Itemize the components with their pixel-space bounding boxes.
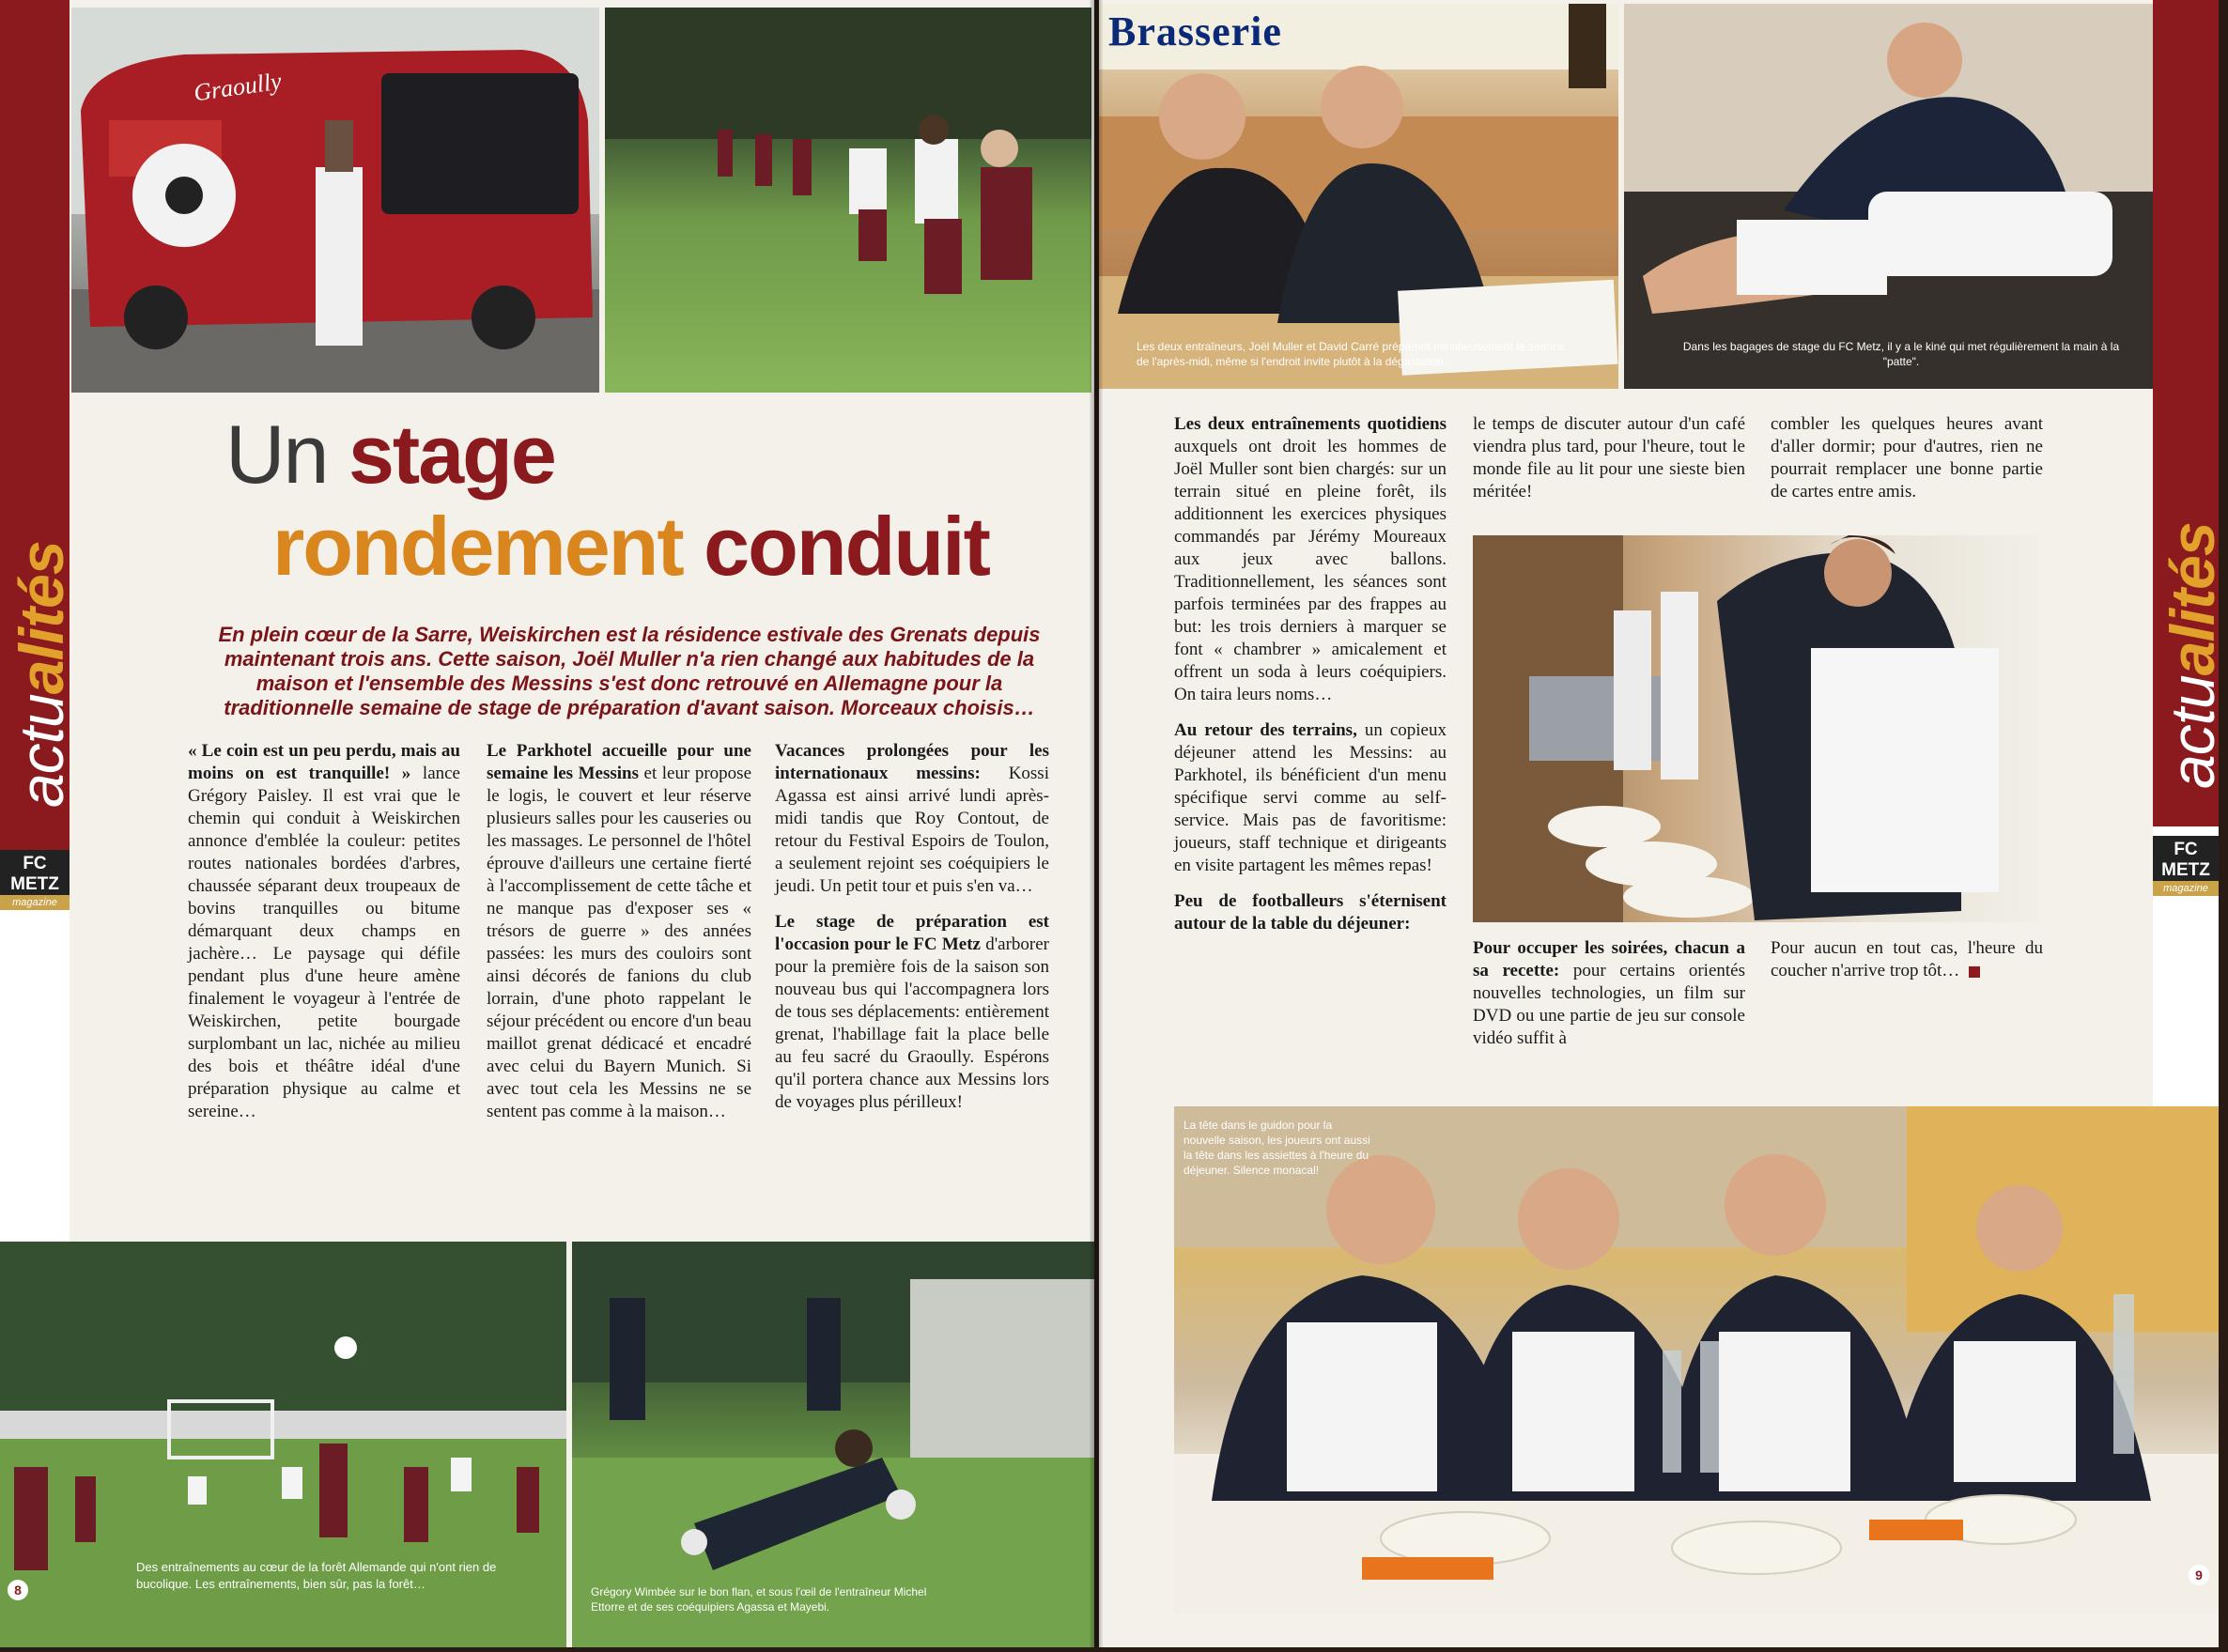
column-1 bbox=[188, 740, 460, 1136]
paragraph-bold: Pour occuper les soirées, chacun a sa recette: bbox=[1473, 938, 1745, 980]
brand-sub: magazine bbox=[2153, 881, 2219, 896]
brand-sub: magazine bbox=[0, 895, 70, 910]
caption-coaches: Les deux entraîneurs, Joël Muller et David Carré préparent minutieusement la séance de l'après-midi, même si l'endroit invite plutôt à la dégustation… bbox=[1137, 340, 1565, 368]
paragraph-dejeuner bbox=[1174, 890, 1447, 935]
brasserie-sign: Brasserie bbox=[1108, 8, 1282, 54]
paragraph-text: lance Grégory Paisley. Il est vrai que le chemin qui conduit à Weiskirchen annonce d'emblée la couleur: petites routes nationales bordées d'arbres, chaussée séparant deux troupeaux de bovins tranquilles ou bitume démarquant deux champs en jachère… Le paysage qui défile pendant plus d'une heure amène finalement le voyageur à l'entrée de Weiskirchen, petite bourgade surplombant un lac, nichée au milieu des bois et théâtre idéal d'une préparation physique au calme et sereine… bbox=[188, 764, 460, 1121]
left-page bbox=[0, 0, 1094, 1647]
column-6 bbox=[1771, 413, 2043, 517]
paragraph-bold: Au retour des terrains, bbox=[1174, 720, 1357, 740]
paragraph-intro bbox=[188, 740, 460, 1123]
paragraph-text: combler les quelques heures avant d'aller dormir; pour d'autres, rien ne pourrait remplacer une bonne partie de cartes entre amis. bbox=[1771, 414, 2043, 502]
section-word: alités bbox=[2158, 522, 2227, 676]
photo-team-bus bbox=[71, 8, 599, 393]
paragraph-text: d'arborer pour la première fois de la saison son nouveau bus qui l'accompagnera lors de tous ses déplacements: entièrement grenat, l'habillage fait la place belle au feu sacré du Graoully. Espérons qu'il portera chance aux Messins lors de voyages plus périlleux! bbox=[775, 934, 1049, 1112]
fc-metz-logo bbox=[0, 850, 70, 910]
paragraph-text: pour certains orientés nouvelles technologies, un film sur DVD ou une partie de jeu sur console vidéo suffit à bbox=[1473, 961, 1745, 1048]
section-tab-right bbox=[2153, 0, 2227, 1106]
paragraph-soirees bbox=[1473, 937, 1745, 1050]
photo-coaches bbox=[1099, 4, 1618, 389]
paragraph-bus bbox=[775, 911, 1049, 1114]
photo-goalkeeper bbox=[572, 1242, 1094, 1647]
headline-un: Un bbox=[225, 408, 328, 501]
photo-training-line bbox=[605, 8, 1091, 393]
photo-lunch bbox=[1174, 1106, 2219, 1613]
paragraph-bold: Vacances prolongées pour les internationaux messins: bbox=[775, 741, 1049, 783]
right-page bbox=[1099, 0, 2227, 1647]
bus-slogan: Graoully bbox=[192, 67, 284, 107]
lead-paragraph: En plein cœur de la Sarre, Weiskirchen est la résidence estivale des Grenats depuis maintenant trois ans. Cette saison, Joël Muller n'a rien changé aux habitudes de la maison et l'ensemble des Messins s'est donc retrouvé en Allemagne pour la traditionnelle semaine de stage de préparation d'avant saison. Morceaux choisis… bbox=[218, 623, 1041, 719]
paragraph-cartes bbox=[1771, 413, 2043, 503]
paragraph-vacances bbox=[775, 740, 1049, 898]
section-prefix: actu bbox=[2158, 675, 2227, 789]
headline-stage: stage bbox=[348, 408, 555, 501]
paragraph-text: Pour aucun en tout cas, l'heure du coucher n'arrive trop tôt… bbox=[1771, 938, 2043, 980]
paragraph-entrainements bbox=[1174, 413, 1447, 706]
bus-illustration bbox=[71, 8, 599, 393]
caption-goalkeeper: Grégory Wimbée sur le bon flan, et sous l'œil de l'entraîneur Michel Ettorre et de ses coéquipiers Agassa et Mayebi. bbox=[591, 1585, 927, 1613]
caption-lunch: La tête dans le guidon pour la nouvelle saison, les joueurs ont aussi la tête dans les assiettes à l'heure du déjeuner. Silence monacal! bbox=[1184, 1119, 1370, 1177]
paragraph-text: le temps de discuter autour d'un café viendra plus tard, pour l'heure, tout le monde file au lit pour une sieste bien méritée! bbox=[1473, 414, 1745, 502]
self-service-illustration bbox=[1473, 535, 2039, 922]
end-mark bbox=[1969, 966, 1980, 978]
caption-training: Des entraînements au cœur de la forêt Allemande qui n'ont rien de bucolique. Les entraînements, bien sûr, pas la forêt… bbox=[136, 1560, 497, 1591]
section-label bbox=[6, 541, 77, 808]
column-4 bbox=[1174, 413, 1447, 949]
paragraph-text: un copieux déjeuner attend les Messins: au Parkhotel, ils bénéficient d'un menu spécifique servi comme au self-service. Mais pas de favoritisme: joueurs, staff technique et dirigeants en visite partagent les mêmes repas! bbox=[1174, 720, 1447, 875]
section-prefix: actu bbox=[7, 694, 76, 808]
headline-line-1 bbox=[225, 408, 555, 501]
paragraph-text: Kossi Agassa est ainsi arrivé lundi après-midi tandis que Roy Contout, de retour du Festival Espoirs de Toulon, a seulement rejoint ses coéquipiers le jeudi. Un petit tour et puis s'en va… bbox=[775, 764, 1049, 896]
paragraph-bold: Le stage de préparation est l'occasion pour le FC Metz bbox=[775, 912, 1049, 954]
kine-illustration bbox=[1624, 4, 2176, 389]
paragraph-sieste bbox=[1473, 413, 1745, 503]
paragraph-parkhotel bbox=[487, 740, 751, 1123]
headline-conduit: conduit bbox=[704, 500, 989, 593]
fc-metz-logo bbox=[2153, 836, 2219, 896]
headline-rondement: rondement bbox=[272, 500, 683, 593]
photo-self-service bbox=[1473, 535, 2039, 922]
photo-training-field bbox=[0, 1242, 566, 1647]
section-word: alités bbox=[7, 541, 76, 695]
paragraph-retour bbox=[1174, 719, 1447, 877]
headline-line-2 bbox=[272, 500, 989, 593]
column-3 bbox=[775, 740, 1049, 1127]
spine-fold bbox=[1090, 0, 1103, 1647]
brand-name: FC METZ bbox=[2161, 840, 2210, 880]
column-2 bbox=[487, 740, 751, 1136]
training-illustration bbox=[605, 8, 1091, 393]
column-6-bottom bbox=[1771, 937, 2043, 996]
photo-kine bbox=[1624, 4, 2176, 389]
quote-bold: « Le coin est un peu perdu, mais au moins on est tranquille! » bbox=[188, 741, 460, 783]
caption-kine: Dans les bagages de stage du FC Metz, il y a le kiné qui met régulièrement la main à la "patte". bbox=[1682, 340, 2120, 368]
page-number-right: 9 bbox=[2189, 1565, 2209, 1585]
column-5 bbox=[1473, 413, 1745, 517]
paragraph-text: auxquels ont droit les hommes de Joël Muller sont bien chargés: sur un terrain situé en pleine forêt, ils additionnent les exercices physiques commandés par Jérémy Moureaux aux jeux avec ballons. Traditionnellement, les séances sont parfois terminées par des frappes au but: les trois derniers à marquer se font « chambrer » amicalement et offrent un soda à leurs coéquipiers. On taira leurs noms… bbox=[1174, 437, 1447, 704]
paragraph-bold: Peu de footballeurs s'éternisent autour de la table du déjeuner: bbox=[1174, 891, 1447, 934]
paragraph-bold: Les deux entraînements quotidiens bbox=[1174, 414, 1447, 434]
paragraph-bold: Le Parkhotel accueille pour une semaine les Messins bbox=[487, 741, 751, 783]
lunch-illustration bbox=[1174, 1106, 2219, 1613]
coaches-illustration bbox=[1099, 4, 1618, 389]
paragraph-text: et leur propose le logis, le couvert et leur réserve plusieurs salles pour les causeries ou les massages. Le personnel de l'hôtel éprouve d'ailleurs une certaine fierté à l'accomplissement de cette tâche et ne manque pas d'exposer ses « trésors de guerre » des années passées: les murs des couloirs sont ainsi décorés de fanions du club lorrain, d'une photo rappelant le séjour précédent ou encore d'un beau maillot grenat dédicacé et encadré avec celui du Bayern Munich. Si avec tout cela les Messins ne se sentent pas comme à la maison… bbox=[487, 764, 751, 1121]
page-number-left: 8 bbox=[8, 1580, 28, 1600]
column-5-bottom bbox=[1473, 937, 1745, 1063]
paragraph-coucher bbox=[1771, 937, 2043, 982]
brand-name: FC METZ bbox=[10, 854, 59, 894]
section-label bbox=[2157, 522, 2228, 789]
